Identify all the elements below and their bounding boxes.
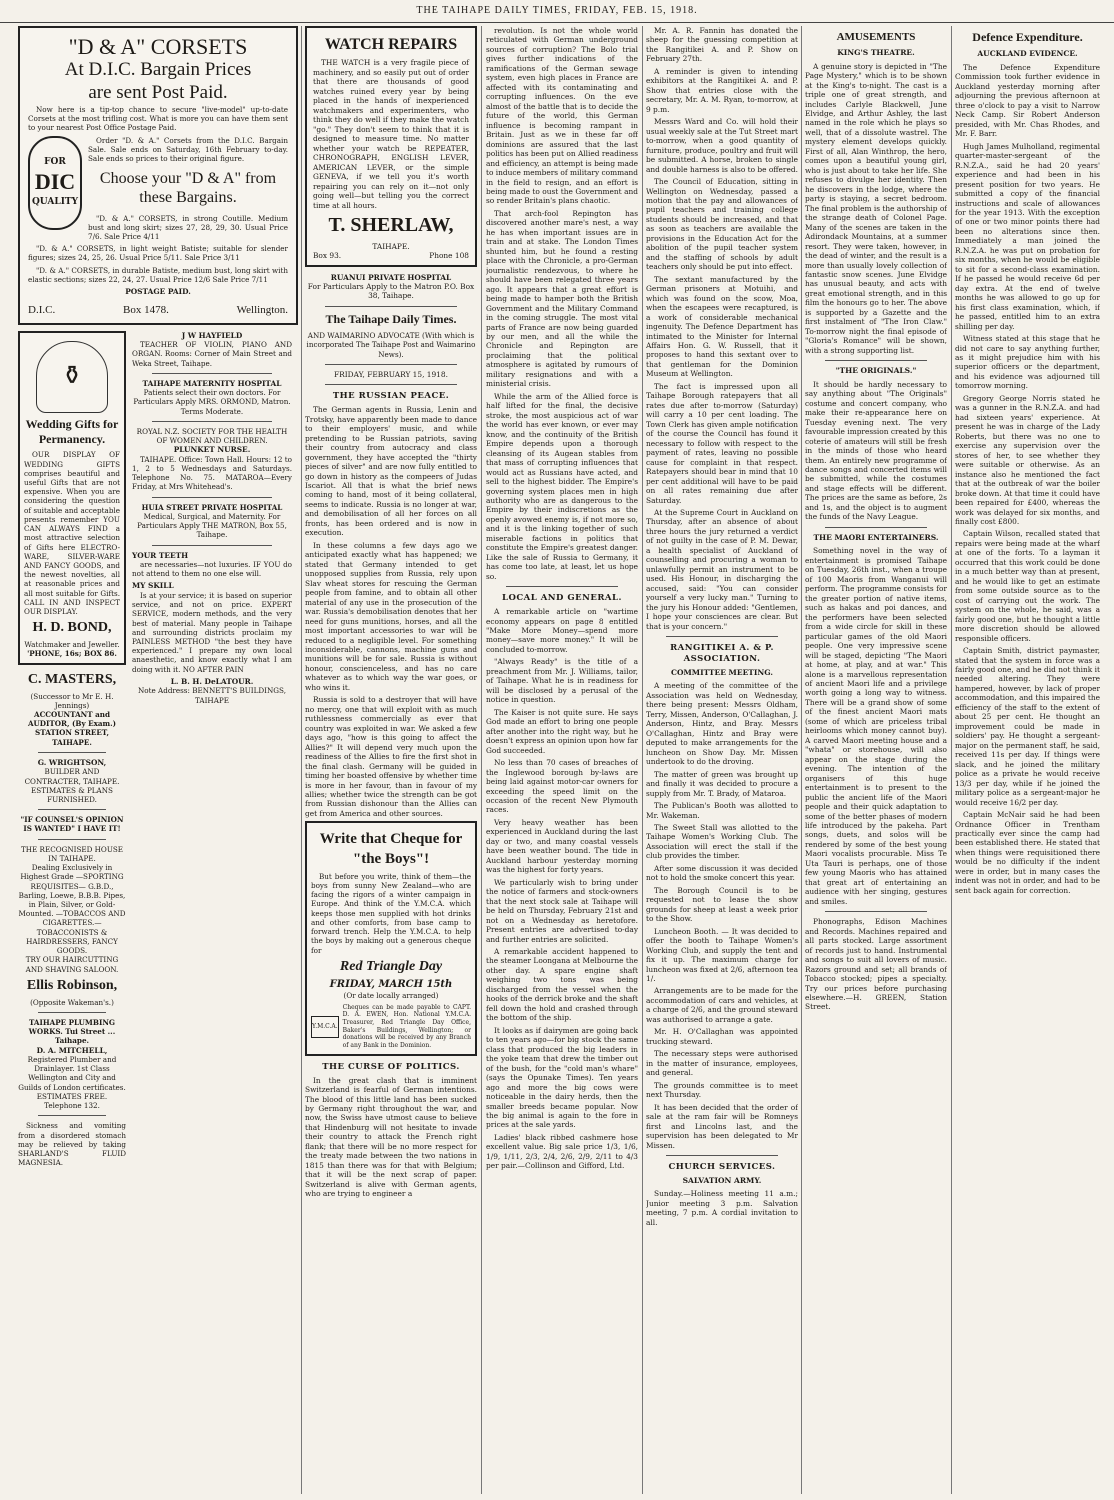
masters-sub: (Successor to Mr E. H. Jennings) bbox=[30, 691, 114, 710]
skill-title: MY SKILL bbox=[132, 581, 174, 591]
plunket-title: PLUNKET NURSE. bbox=[173, 445, 251, 455]
column-4 bbox=[646, 26, 798, 1494]
dealing-line: Dealing Exclusively in Highest Grade —SPORTING REQUISITES— G.B.D., Barling, Loewe, B.B.B. Pipes, in Plain, Silver, or Gold-Mounted. —TOBACCOS AND CIGARETTES.— bbox=[18, 863, 126, 928]
masters-body: ACCOUNTANT and AUDITOR, (By Exam.) STATION STREET, TAIHAPE. bbox=[27, 710, 117, 747]
local-title: LOCAL AND GENERAL. bbox=[502, 593, 622, 604]
politics-para: While the arm of the Allied force is half lifted for the final, the decisive stroke, the most auspicious act of war the world has ever known, or ever may know, and the continuity of the British Empire depends upon a thorough cleansing of its Augean stables from that mass of corrupting influences that would act as Russians have acted, and sell to the highest bidder. The Empire's governing system places men in high authority who are as dangerous to the Empire by their indiscretions as the openly avowed enemy is, if not more so, and it is the linking together of such miserable factions in politics that constitute the Empire's greatest danger. Like the sale of Russia to Germany, it has come too late, at least, let us hope so. bbox=[486, 391, 638, 581]
maternity-body: Patients select their own doctors. For Particulars Apply MRS. ORMOND, Matron. Terms Moderate. bbox=[133, 388, 291, 416]
wedding-gifts-advert bbox=[18, 331, 126, 665]
committee-item: The necessary steps were authorised in the matter of insurance, employees, and general. bbox=[646, 1049, 798, 1078]
local-item: It looks as if dairymen are going back to ten years ago—for big stock the same class that produced the big leaders in the yoke team that drew the timber out of the bush, for the "cold man's whare" (says the Opunake Times). Ten years ago and more the big cows were noticeable in the dairy herds, then the smaller breeds became popular. Now the big animal is again to the fore in prices at the sale yards. bbox=[486, 1025, 638, 1130]
dic-box: Box 1478. bbox=[123, 303, 169, 316]
defence-para: The Defence Expenditure Commission took further evidence in Auckland yesterday morning after adjourning the previous afternoon at three o'clock to pay a visit to Narrow Neck Camp. Sir Robert Anderson presided, with Mr. Chas Rhodes, and Mr. F. Barr. bbox=[955, 62, 1100, 139]
peace-title: THE RUSSIAN PEACE. bbox=[332, 391, 450, 402]
badge-bottom: QUALITY bbox=[31, 196, 79, 207]
kings-theatre: KING'S THEATRE. bbox=[837, 48, 915, 58]
dic-name: D.I.C. bbox=[28, 303, 56, 316]
amusements-title: AMUSEMENTS bbox=[836, 31, 916, 43]
bond-phone: 'PHONE, 16s; BOX 86. bbox=[27, 649, 117, 659]
masters-name: C. MASTERS, bbox=[27, 671, 117, 687]
hayfield-name: J W HAYFIELD bbox=[181, 330, 243, 340]
corsets-title: "D & A" CORSETS bbox=[68, 34, 248, 59]
mitchell-sub: Registered Plumber and Drainlayer. 1st Class Wellington and City and Guilds of London certificates. ESTIMATES FREE. Telephone 132. bbox=[18, 1054, 126, 1111]
maori-body: Something novel in the way of entertainment is promised Taihape on Tuesday, 26th inst., when a troupe of 100 Maoris from Wanganui will perform. The programme consists for the greater portion of native items, such as hakas and poi dances, and the performers have been selected from a wide circle for skill in these particular games of the old Maori people. One very impressive scene will be staged, depicting "The Maori at home, at play, and at war." This alone is a marvellous representation of ancient Maori life and a privilege worth going a long way to witness. There will be a grand show of some of the finest ancient Maori mats (some of which are priceless tribal heirlooms which money cannot buy). A carved Maori meeting house and a "whata" or storehouse, will also appear on the stage during the evening. The intention of the organisers of this huge entertainment is to present to the public the ancient life of the Maori people and their quick adaptation to some of the better phases of modern life introduced by the pakeha. Part songs, duets, and solos will be rendered by some of the best young Maori vocalists procurable. Miss Te Uta Tauri is perhaps, one of those few young Maoris who has attained that great art of entertaining an audience with her singing, gestures and smiles. bbox=[805, 546, 947, 906]
sherlaw-name: T. SHERLAW, bbox=[328, 213, 454, 236]
corsets-item: "D. & A." CORSETS, in light weight Batiste; suitable for slender figures; sizes 24, 25, 26. Usual Price 5/11. Sale Price 3/11 bbox=[28, 244, 288, 263]
badge-top: FOR bbox=[44, 156, 66, 167]
dic-quality-badge bbox=[28, 136, 82, 230]
masthead-title: THE TAIHAPE DAILY TIMES, FRIDAY, FEB. 15, 1918. bbox=[416, 5, 698, 16]
committee-item: It has been decided that the order of sale at the ram fair will be Romneys first and Lincolns last, and the supervision has been delegated to Mr Missen. bbox=[646, 1102, 798, 1150]
ruanui-title: RUANUI PRIVATE HOSPITAL bbox=[330, 272, 452, 282]
tobacconists-line: TOBACCONISTS & HAIRDRESSERS, FANCY GOODS. bbox=[26, 927, 118, 956]
red-sub: (Or date locally arranged) bbox=[343, 991, 439, 1001]
try-line: TRY OUR HAIRCUTTING AND SHAVING SALOON. bbox=[25, 955, 119, 974]
counsel-line: "IF COUNSEL'S OPINION IS WANTED" I HAVE IT! bbox=[20, 815, 124, 834]
column-1-left-ads bbox=[18, 331, 126, 1171]
skill-name: L. B. H. DeLATOUR. bbox=[170, 676, 254, 686]
corsets-line2: At D.I.C. Bargain Prices bbox=[64, 59, 252, 81]
rangitikei-title: RANGITIKEI A. & P. ASSOCIATION. bbox=[670, 643, 774, 664]
watch-body: THE WATCH is a very fragile piece of machinery, and so easily put out of order that there are thousands of good watches ruined every year by being placed in the hands of inexperienced watchmakers and experimenters, who think they do well if they make the watch "go." They don't seem to think that it is designed to measure time. No matter whether your watch be REPEATER, CHRONOGRAPH, ENGLISH LEVER, AMERICAN LEVER, or the simple GENEVA, if we tell you it's worth repairing you can rely on it—not only going well—but telling you the correct time at all hours. bbox=[313, 58, 469, 210]
ruanui-body: For Particulars Apply to the Matron P.O. Box 38, Taihape. bbox=[307, 281, 475, 301]
church-title: CHURCH SERVICES. bbox=[668, 1161, 776, 1172]
peace-para: In these columns a few days ago we anticipated exactly what has happened; we stated that Germany intended to get unopposed supplies from Russia, rely upon Slav wheat stores for rescuing the German people from famine, and to obtain all other material of any use in the prosecution of the war. Russia's demobilisation denotes that her need for guns munitions, horses, and all the most important accessories to war will be reduced to a negligible level. For something inconsiderable, cannons, machine guns and munitions will be for sale. Russia is without honour, conscienceless, and has no care whatever as to which way the war goes, or who wins it. bbox=[305, 540, 477, 692]
column-rule bbox=[642, 26, 643, 1494]
curse-title: THE CURSE OF POLITICS. bbox=[322, 1061, 460, 1072]
local-item: Very heavy weather has been experienced in Auckland during the last day or two, and many coastal vessels have been weather bound. The tide in Auckland harbour yesterday morning was the highest for forty years. bbox=[486, 817, 638, 875]
huia-body: Medical, Surgical, and Maternity. For Particulars Apply THE MATRON, Box 55, Taihape. bbox=[137, 511, 287, 540]
committee-item: Mr. H. O'Callaghan was appointed trucking steward. bbox=[646, 1027, 798, 1046]
defence-para: Hugh James Mulholland, regimental quarter-master-sergeant of the R.N.Z.A., said he had 20 years' experience and had been in his present position for two years. He submitted a copy of the financial instructions and scale of allowances for the year 1913. With the exception of one or two minor points there had been no alterations since then. Immediately a man joined the R.N.Z.A. he was put on probation for six months, when he would be eligible to sit for a second-class examination. If he passed he would receive 6d per day extra. At the end of twelve months he was allowed to go up for his first class examination, which, if he passed, entitled him to an extra shilling per day. bbox=[955, 141, 1100, 331]
local-item: The Council of Education, sitting in Wellington on Wednesday, passed a motion that the pay and allowances of pupil teachers and training college students should be increased, and that as soon as teachers are available the provisions in the Education Act for the abolition of the pupil teacher system and the staffing of schools by adult teachers only should be put into effect. bbox=[646, 177, 798, 272]
local-item: The sextant manufactured by the German prisoners at Motuihi, and which was found on the scow, Moa, when the escapees were recaptured, is a work of considerable mechanical ingenuity. The Defence Department has intimated to the Minister for Internal Affairs Hon. G. W. Russell, that it proposes to hand this sextant over to that gentleman for the Dominion Museum at Wellington. bbox=[646, 274, 798, 379]
jug-icon: ⚱ bbox=[36, 341, 108, 413]
watch-repairs-advert bbox=[305, 26, 477, 267]
corsets-advert bbox=[18, 26, 298, 325]
paper-sub: AND WAIMARINO ADVOCATE (With which is incorporated The Taihape Post and Waimarino News). bbox=[306, 331, 476, 359]
committee-item: After some discussion it was decided not to hold the smoke concert this year. bbox=[646, 863, 798, 883]
defence-para: Witness stated at this stage that he did not care to say anything further, as it might prejudice him with his superior officers or the department, and his evidence was adjourned till tomorrow morning. bbox=[955, 334, 1100, 391]
maori-title: THE MAORI ENTERTAINERS. bbox=[813, 532, 939, 542]
phonograph-advert: Phonographs, Edison Machines and Records. Machines repaired and all parts stocked. Large assortment of records just to hand. Instrumental and songs to suit all lovers of music. Razors ground and set; all brands of Tobacco stocked; pipes a specialty. Try our prices before purchasing elsewhere.—H. GREEN, Station Street. bbox=[805, 917, 947, 1012]
local-item: Ladies' black ribbed cashmere hose excellent value. Big sale price 1/3, 1/6, 1/9, 1/11, 2/3, 2/4, 2/6, 2/9, 2/11 to 4/3 per pair.—Collinson and Gifford, Ltd. bbox=[486, 1132, 638, 1171]
column-rule bbox=[481, 26, 482, 1494]
teeth-title: YOUR TEETH bbox=[132, 550, 189, 560]
local-item: "Always Ready" is the title of a preachment from Mr. J. Williams, tailor, of Taihape. What he is in readiness for will be disclosed by a perusal of the notice in question. bbox=[486, 657, 638, 705]
local-item: At the Supreme Court in Auckland on Thursday, after an absence of about three hours the jury returned a verdict of not guilty in the case of P. M. Dewar, a health specialist of Auckland of counselling and procuring a woman to unlawfully permit an instrument to be used. His Honour, in discharging the accused, said: "You can consider yourself a very lucky man." Turning to the jury his Honour added: "Gentlemen, I hope your consciences are clear. But that is your concern." bbox=[646, 507, 798, 631]
wedding-title: Wedding Gifts for Permanency. bbox=[25, 416, 119, 447]
defence-title: Defence Expenditure. bbox=[972, 30, 1083, 44]
committee-item: Arrangements are to be made for the accommodation of cars and vehicles, at a charge of 2/6, and the ground steward was authorised to arrange a gate. bbox=[646, 986, 798, 1024]
defence-para: Captain Wilson, recalled stated that repairs were being made at the wharf at one of the forts. To a layman it occurred that this work could be done in a much better way than at present, and he would like to get an estimate from some outside source as to the cost of carrying out the work. The system on the whole, he said, was a fairly good one, but he thought a little more discretion should be allowed responsible officers. bbox=[955, 529, 1100, 643]
wrightson-name: G. WRIGHTSON, bbox=[37, 757, 107, 767]
kings-body: A genuine story is depicted in "The Page Mystery," which is to be shown at the King's to-night. The cast is a triple one of great strength, and includes Carlyle Blackwell, June Elvidge, and Arthur Ashley, the last named in the role which he plays so well, that of a dissolute wastrel. The mystery element develops quickly. First of all, Alan Winthrop, the hero, comes upon a beautiful young girl, who is just about to take her life. She refuses to divulge her identity. Then he discovers in the lodge, where the party is staying, a secret bedroom. The final problem is the authorship of the strange death of Colonel Page. Many of the scenes are taken in the Adirondack Mountains, at a summer resort. They were taken, however, in the dead of winter, and the result is a more than usually lovely collection of fantastic snow scenes. June Elvidge has unusual beauty, and acts with great emotional strength, and in this film the honours go to her. The above is supported by a Gazette and the first instalment of "The Iron Claw." To-morrow night the final episode of "Gloria's Romance" will be shown, with a strong supporting list. bbox=[805, 61, 947, 355]
plumbing-line: TAIHAPE PLUMBING WORKS. Tui Street ... Taihape. bbox=[28, 1017, 116, 1046]
column-rule bbox=[801, 26, 802, 1494]
defence-para: Captain McNair said he had been Ordnance Officer in Trentham practically ever since the camp had been established there. He stated that when things were requisitioned there would be no difficulty if the indent were in order, but in many cases the indent was not in order, and had to be sent back again for correction. bbox=[955, 810, 1100, 895]
wedding-body: OUR DISPLAY OF WEDDING GIFTS comprises beautiful and useful Gifts that are not expensive. When you are considering the question of suitable and acceptable presents remember YOU CAN ALWAYS FIND a most attractive selection of Gifts here ELECTRO-WARE, SILVER-WARE AND FANCY GOODS, and the newest novelties, all at reasonable prices and all most suitable for Gifts. CALL IN AND INSPECT OUR DISPLAY. bbox=[24, 450, 120, 617]
local-item: A remarkable accident happened to the steamer Loongana at Melbourne the other day. A spare engine shaft weighing two tons was being discharged from the vessel when the hooks of the derrick broke and the shaft fell down the hold and crashed through the bottom of the ship. bbox=[486, 947, 638, 1023]
column-5 bbox=[805, 26, 947, 1494]
ellis-name: Ellis Robinson, bbox=[26, 977, 118, 993]
committee-item: The grounds committee is to meet next Thursday. bbox=[646, 1080, 798, 1100]
committee-item: A meeting of the committee of the Association was held on Wednesday, there being present: Messrs Oldham, Terry, Missen, Anderson, O'Callaghan, J. Anderson, Hintz, and Bray. Messrs O'Callaghan, Hintz and Bray were deputed to make arrangements for the luncheon on Show Day. Mr. Missen undertook to do the droving. bbox=[646, 681, 798, 767]
red-triangle: Red Triangle Day bbox=[339, 958, 443, 974]
dic-city: Wellington. bbox=[236, 303, 288, 316]
local-item: A reminder is given to intending exhibitors at the Rangitikei A. and P. Show that entries close with the secretary, Mr. A. M. Ryan, to-morrow, at 9 p.m. bbox=[646, 66, 798, 114]
cheque-body: But before you write, think of them—the boys from sunny New Zealand—who are facing the rigors of a winter campaign in Europe. And think of the Y.M.C.A. which keeps those men supplied with hot drinks and other comforts, from base camp to forward trench. Help the Y.M.C.A. to help the boys by making out a generous cheque for bbox=[311, 871, 471, 955]
skill-address: Note Address: BENNETT'S BUILDINGS, TAIHAPE bbox=[137, 686, 286, 705]
committee-item: The matter of green was brought up and finally it was decided to procure a supply from Mr. T. Brady, of Mataroa. bbox=[646, 769, 798, 798]
column-6 bbox=[955, 26, 1100, 1494]
sickness-notice: Sickness and vomiting from a disordered stomach may be relieved by taking SHARLAND'S FLUID MAGNESIA. bbox=[18, 1121, 126, 1168]
ymca-triangle-icon: Y.M.C.A. bbox=[311, 1016, 339, 1038]
local-item: A remarkable article on "wartime economy appears on page 8 entitled "Make More Money—spend more money—save more money." It will be concluded to-morrow. bbox=[486, 607, 638, 654]
peace-para: The German agents in Russia, Lenin and Trotsky, have apparently been made to dance to their employers' music, and while pretending to be Russian patriots, saving their country from autocracy and class government, they have accepted the "thirty pieces of silver" and are now fully entitled to go down in history as the compeers of Judas Iscariot. All that is what the brief news coming to hand, most of it being collateral, seems to indicate. Russia is no longer at war, and demobilisation of all her forces on all fronts, has been ordered and is now in execution. bbox=[305, 405, 477, 538]
ellis-sub: (Opposite Wakeman's.) bbox=[30, 997, 114, 1007]
hayfield-body: TEACHER OF VIOLIN, PIANO AND ORGAN. Rooms: Corner of Main Street and Weka Street, Taihape. bbox=[132, 340, 292, 368]
originals-body: It should be hardly necessary to say anything about "The Originals" costume and concert company, who make their re-appearance here on Tuesday evening next. The very favourable impression created by this coterie of amateurs will still be fresh in the minds of those who heard them. An entirely new programme of dance songs and concerted items will be submitted, while the costumes and stage effects will be different. The prices are the same as before, 2s and 1s, and the object is to augment the funds of the Navy League. bbox=[805, 379, 947, 522]
wrightson-body: BUILDER AND CONTRACTER, TAIHAPE. ESTIMATES & PLANS FURNISHED. bbox=[24, 767, 120, 804]
politics-para: That arch-fool Repington has discovered another mare's nest, a way he has when important issues are in train and at stake. The London Times shunted him, but he found a resting place with the Chronicle, a pro-German journalistic rendezvous, to where he should have been relegated three years ago. It appears that a great effort is being made to hamper both the British Government and the Military Command in the coming struggle. The most vital parts of France are now being guarded by our men, and all the while the Chronicle and Repington are proclaiming that the political atmosphere is agitated by rumours of military resignations and with a ministerial crisis. bbox=[486, 208, 638, 389]
peace-para: Russia is sold to a destroyer that will have no mercy, one that will exploit with as much ruthlessness commercially as ever that country was exploited in war. We asked a few days ago, "how is this going to affect the Allies?" It will depend very much upon the readiness of the Allies to fire the first shot in the final clash. Germany will be guided in timing her boasted offensive by whether time is more in her favour, than in favour of my allies; whether twice the strength can be got from Russian dishonour than the Allies can get from America and other sources. bbox=[305, 695, 477, 818]
column-1-lower bbox=[18, 331, 298, 1171]
red-date: FRIDAY, MARCH 15th bbox=[329, 978, 453, 990]
teeth-body: are necessaries—not luxuries. IF YOU do not attend to them no one else will. bbox=[132, 560, 292, 579]
sherlaw-box: Box 93. bbox=[313, 251, 342, 261]
curse-body: In the great clash that is imminent Switzerland is fearful of German intentions. The blood of this little land has been sucked by Germany right throughout the war, and now, the Swiss have utmost cause to believe that Hindenburg will not hesitate to invade their country to attack the French right flank; that there will be no more respect for the treaty made between the two nations in 1815 than there was for that with Belgium; that it will be the next scrap of paper. Switzerland is alive with German agents, who are trying to engineer a bbox=[305, 1075, 477, 1199]
column-1-right-ads bbox=[132, 331, 292, 1171]
corsets-item: "D. & A." CORSETS, in durable Batiste, medium bust, long skirt with elastic sections; sizes 22, 24, 27. Usual Price 12/6 Sale Price 7/11 bbox=[28, 265, 288, 284]
defence-para: Gregory George Norris stated he was a gunner in the R.N.Z.A. and had had sixteen years' experience. At present he was in charge of the Lady Roberts, but there was no one to exercise any supervision over the stores of her, to see whether they were suitable or otherwise. As an instance also he mentioned the fact that at the outbreak of war the boiler broke down. At that time it could have been repaired for £400, whereas the work was delayed for six months, and finally cost £800. bbox=[955, 393, 1100, 526]
committee-item: The Publican's Booth was allotted to Mr. Wakeman. bbox=[646, 801, 798, 820]
recognised-house: THE RECOGNISED HOUSE IN TAIHAPE. bbox=[20, 844, 124, 863]
paper-title: The Taihape Daily Times. bbox=[325, 311, 457, 326]
mitchell-name: D. A. MITCHELL, bbox=[36, 1045, 108, 1055]
local-item: No less than 70 cases of breaches of the Inglewood borough by-laws are being laid against motor-car owners for exceeding the speed limit on the occasion of the recent New Plymouth races. bbox=[486, 758, 638, 815]
corsets-order: Order "D. & A." Corsets from the D.I.C. Bargain Sale. Sale ends on Saturday, 16th February to-day. Sale ends so prices to their original figure. bbox=[88, 135, 288, 163]
column-1 bbox=[18, 26, 298, 1494]
local-item: We particularly wish to bring under the notice of farmers and stock-owners that the next stock sale at Taihape will be held on Thursday, February 21st and not on a Wednesday as heretofore. Present entries are advertised to-day and further entries are solicited. bbox=[486, 877, 638, 944]
local-item: Mr. A. R. Fannin has donated the sheep for the guessing competition at the Rangitikei A. and P. Show on February 27th. bbox=[646, 26, 798, 64]
originals-title: "THE ORIGINALS." bbox=[835, 366, 917, 376]
watch-title: WATCH REPAIRS bbox=[324, 36, 458, 53]
politics-para: revolution. Is not the whole world reticulated with German underground sources of corruption? The Bolo trial gives further indications of the ramifications of the German sewage system, even high places in France are affected with its contaminating and corrupting influences. On the eve almost of the battle that is to decide the future of the world, this German influence is becoming rampant in Britain. Just as we in these far off dominions are assured that the last politics has been put on Allied readiness and efficiency, an attempt is being made to induce members of military command in the field to resign, and an effort is being made to oust the Government and so render Britain's plans chaotic. bbox=[486, 26, 638, 206]
defence-para: Captain Smith, district paymaster, stated that the system in force was a fairly good one, and he did not think it needed altering. They were hampered, however, by lack of proper accommodation, and this impaired the efficiency of the staff to the extent of about 25 per cent. He thought an improvement could be made in soldiers' pay. He thought a sergeant-major on the permanent staff, he said, received 11s per day. If things were slack, and he joined the military police as a private he would receive 13/3 per day, while if he joined the military police as a sergeant-major he would receive 16/2 per day. bbox=[955, 646, 1100, 807]
committee-item: The Borough Council is to be requested not to lease the show grounds for sheep at least a week prior to the Show. bbox=[646, 885, 798, 924]
corsets-line3: are sent Post Paid. bbox=[88, 82, 228, 104]
committee-title: COMMITTEE MEETING. bbox=[671, 667, 773, 677]
auckland-evidence: AUCKLAND EVIDENCE. bbox=[977, 49, 1078, 59]
badge-mid: DIC bbox=[34, 169, 76, 195]
column-rule bbox=[951, 26, 952, 1494]
royal-title: ROYAL N.Z. SOCIETY FOR THE HEALTH OF WOMEN AND CHILDREN. bbox=[136, 426, 288, 446]
salvation-title: SALVATION ARMY. bbox=[682, 1175, 762, 1185]
bond-name: H. D. BOND, bbox=[32, 620, 112, 636]
salvation-body: Sunday.—Holiness meeting 11 a.m.; Junior meeting 3 p.m. Salvation meeting, 7 p.m. A cordial invitation to all. bbox=[646, 1189, 798, 1227]
huia-title: HUIA STREET PRIVATE HOSPITAL bbox=[141, 502, 283, 512]
masthead bbox=[0, 0, 1114, 23]
corsets-intro: Now here is a tip-top chance to secure "live-model" up-to-date Corsets at the most trifling cost. What is more you can have them sent to your nearest Post Office Postage Paid. bbox=[28, 104, 288, 133]
cheque-title: Write that Cheque for "the Boys"! bbox=[319, 831, 463, 867]
corsets-item: "D. & A." CORSETS, in strong Coutille. Medium bust and long skirt; sizes 27, 28, 29, 30. Usual Price 7/6. Sale Price 4/11 bbox=[88, 213, 288, 242]
sherlaw-phone: Phone 108 bbox=[429, 251, 469, 261]
postage-paid: POSTAGE PAID. bbox=[125, 287, 191, 297]
ymca-cheque-advert bbox=[305, 821, 477, 1055]
local-item: The Kaiser is not quite sure. He says God made an effort to bring one people after another into the right way, but he doesn't express an opinion upon how far God succeeded. bbox=[486, 707, 638, 755]
bond-trade: Watchmaker and Jeweller. bbox=[24, 640, 120, 650]
ymca-small: Cheques can be made payable to CAPT. D. A. EWEN, Hon. National Y.M.C.A. Treasurer, Red Triangle Day Office, Baker's Buildings, Wellington; or donations will be received by any Branch of any Bank in the Dominion. bbox=[342, 1003, 471, 1050]
committee-item: The Sweet Stall was allotted to the Taihape Women's Working Club. The Association will erect the stall if the club provides the timber. bbox=[646, 822, 798, 861]
skill-body: Is at your service; it is based on superior service, and not on price. EXPERT SERVICE, modern methods, and the very best of material. Many people in Taihape and surrounding districts proclaim my PAINLESS METHOD "the best they have experienced." I prepare my own local anaesthetic, and know exactly what I am doing with it. NO AFTER PAIN bbox=[132, 590, 292, 674]
column-2 bbox=[305, 26, 477, 1494]
paper-date: FRIDAY, FEBRUARY 15, 1918. bbox=[334, 369, 448, 379]
plunket-body: TAIHAPE. Office: Town Hall. Hours: 12 to 1, 2 to 5 Wednesdays and Saturdays. Telephone No. 75. MATAROA—Every Friday, at Mrs Whitehead's. bbox=[132, 454, 292, 492]
sherlaw-town: TAIHAPE. bbox=[372, 241, 410, 251]
local-item: Messrs Ward and Co. will hold their usual weekly sale at the Tut Street mart to-morrow, when a good quantity of furniture, produce, poultry and fruit will be submitted. A horse, broken to single and double harness is also to be offered. bbox=[646, 117, 798, 174]
local-item: The fact is impressed upon all Taihape Borough ratepayers that all rates due after to-morrow (Saturday) will carry a 10 per cent loading. The Town Clerk has given ample notification of the course the Council has found it necessary to follow with respect to the payment of rates, leaving no possible cause for complaint in that respect. Ratepayers should bear in mind that 10 per cent additional will have to be paid on all rates remaining due after Saturday. bbox=[646, 381, 798, 505]
corsets-choose: Choose your "D & A" from these Bargains. bbox=[99, 170, 277, 207]
committee-item: Luncheon Booth. — It was decided to offer the booth to Taihape Women's Working Club, and supply the tent and fix it up. The maximum charge for luncheon was fixed at 2/6, afternoon tea 1/. bbox=[646, 926, 798, 983]
column-rule bbox=[301, 26, 302, 1494]
column-3 bbox=[486, 26, 638, 1494]
maternity-title: TAIHAPE MATERNITY HOSPITAL bbox=[142, 378, 282, 388]
